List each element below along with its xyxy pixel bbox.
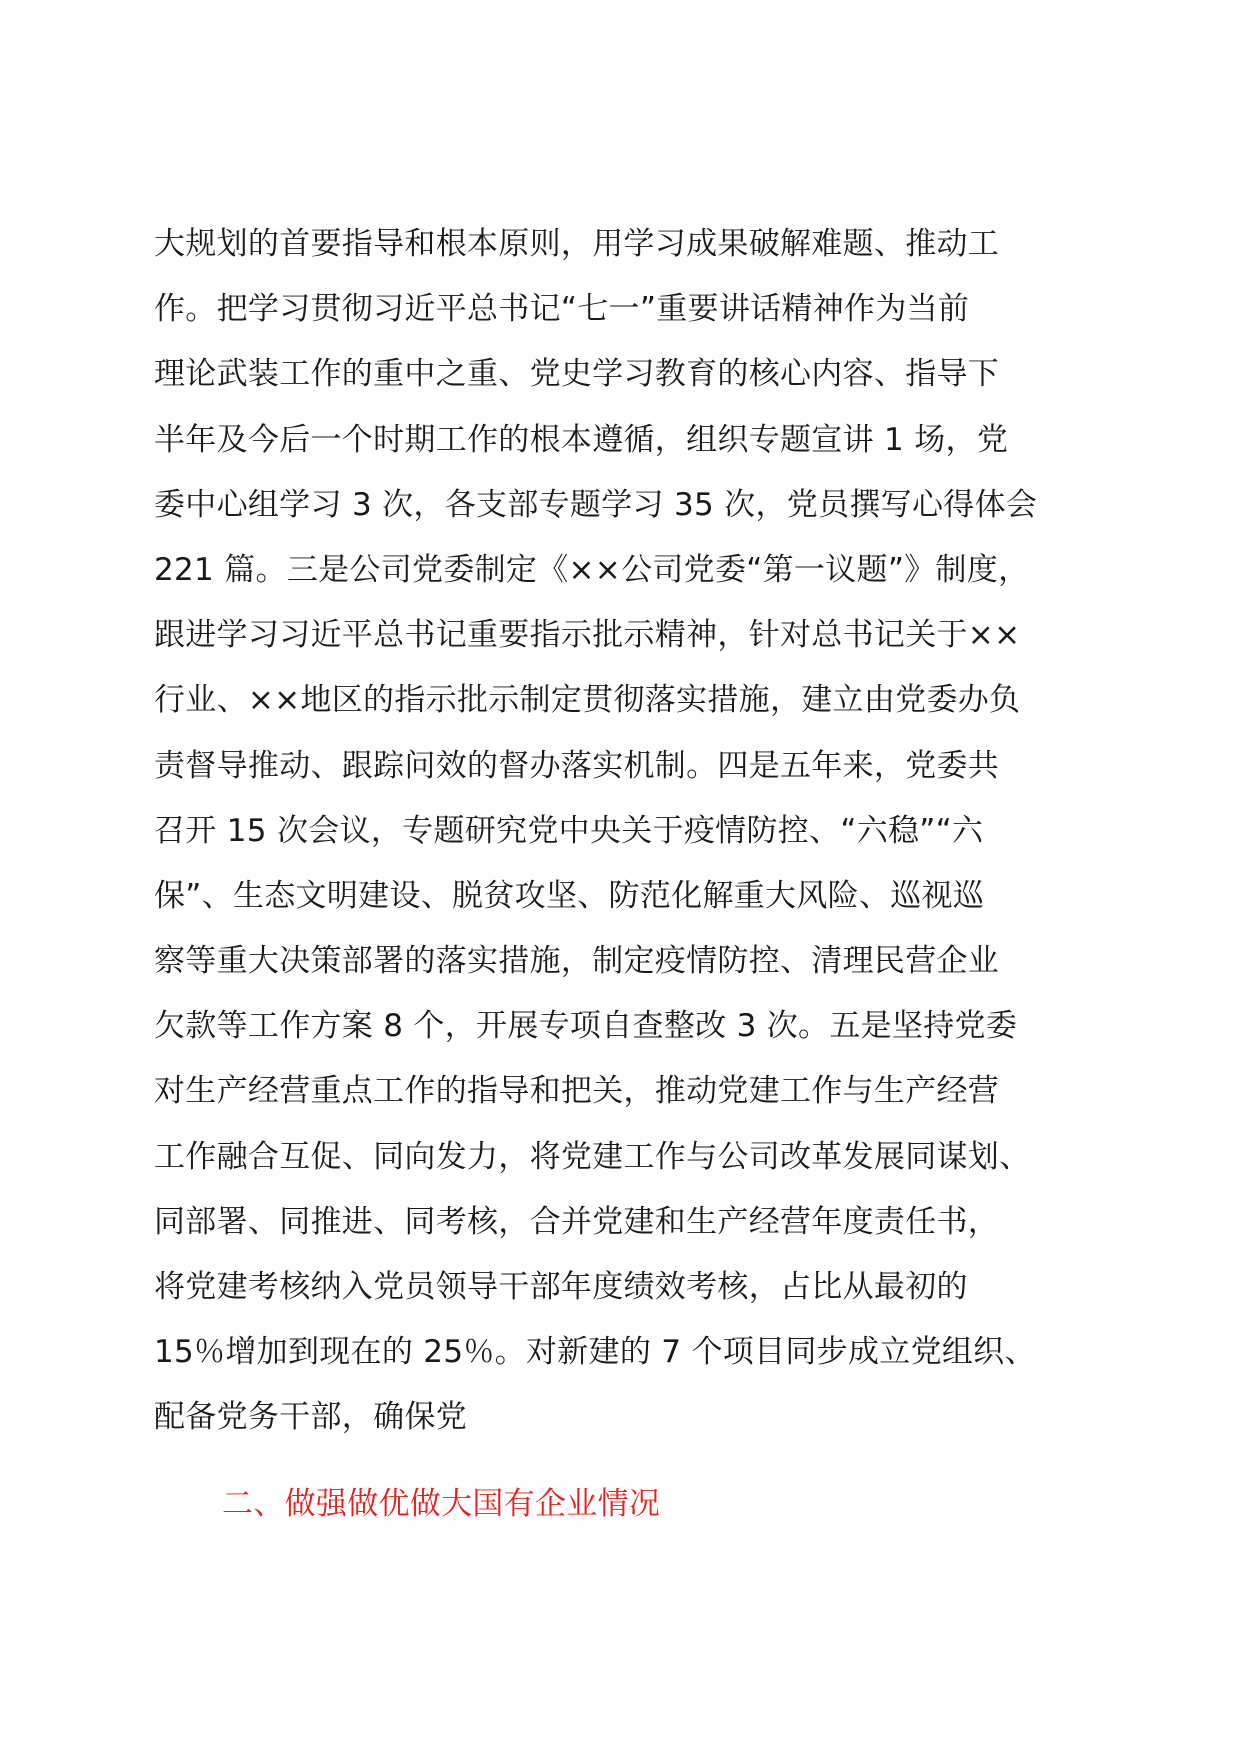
text-line: 作。把学习贯彻习近平总书记“七一”重要讲话精神作为当前 (154, 291, 970, 328)
text-line: 工作融合互促、同向发力，将党建工作与公司改革发展同谋划、 (154, 1138, 1031, 1175)
text-line: 召开 15 次会议，专题研究党中央关于疫情防控、“六稳”“六 (154, 812, 984, 849)
text-line: 221 篇。三是公司党委制定《××公司党委“第一议题”》制度， (154, 551, 1030, 588)
text-line: 理论武装工作的重中之重、党史学习教育的核心内容、指导下 (154, 356, 1000, 393)
text-line: 察等重大决策部署的落实措施，制定疫情防控、清理民营企业 (154, 943, 1000, 980)
text-line: 责督导推动、跟踪问效的督办落实机制。四是五年来，党委共 (154, 747, 1000, 784)
body-paragraph (154, 212, 1114, 1451)
text-line: 保”、生态文明建设、脱贫攻坚、防范化解重大风险、巡视巡 (154, 877, 985, 914)
text-line: 同部署、同推进、同考核，合并党建和生产经营年度责任书， (154, 1203, 1000, 1240)
text-line: 跟进学习习近平总书记重要指示批示精神，针对总书记关于×× (154, 617, 1021, 654)
text-line: 大规划的首要指导和根本原则，用学习成果破解难题、推动工 (154, 226, 1000, 262)
text-line: 委中心组学习 3 次，各支部专题学习 35 次，党员撰写心得体会 (154, 486, 1038, 523)
text-line: 配备党务干部，确保党 (154, 1399, 467, 1436)
section-heading: 二、做强做优做大国有企业情况 (222, 1486, 661, 1522)
text-line: 将党建考核纳入党员领导干部年度绩效考核，占比从最初的 (154, 1269, 968, 1305)
text-line: 行业、××地区的指示批示制定贯彻落实措施，建立由党委办负 (154, 682, 1021, 719)
text-line: 15％增加到现在的 25％。对新建的 7 个项目同步成立党组织、 (154, 1334, 1036, 1371)
text-line: 欠款等工作方案 8 个，开展专项自查整改 3 次。五是坚持党委 (154, 1008, 1018, 1045)
text-line: 对生产经营重点工作的指导和把关，推动党建工作与生产经营 (154, 1073, 1000, 1110)
text-line: 半年及今后一个时期工作的根本遵循，组织专题宣讲 1 场，党 (154, 421, 1009, 458)
